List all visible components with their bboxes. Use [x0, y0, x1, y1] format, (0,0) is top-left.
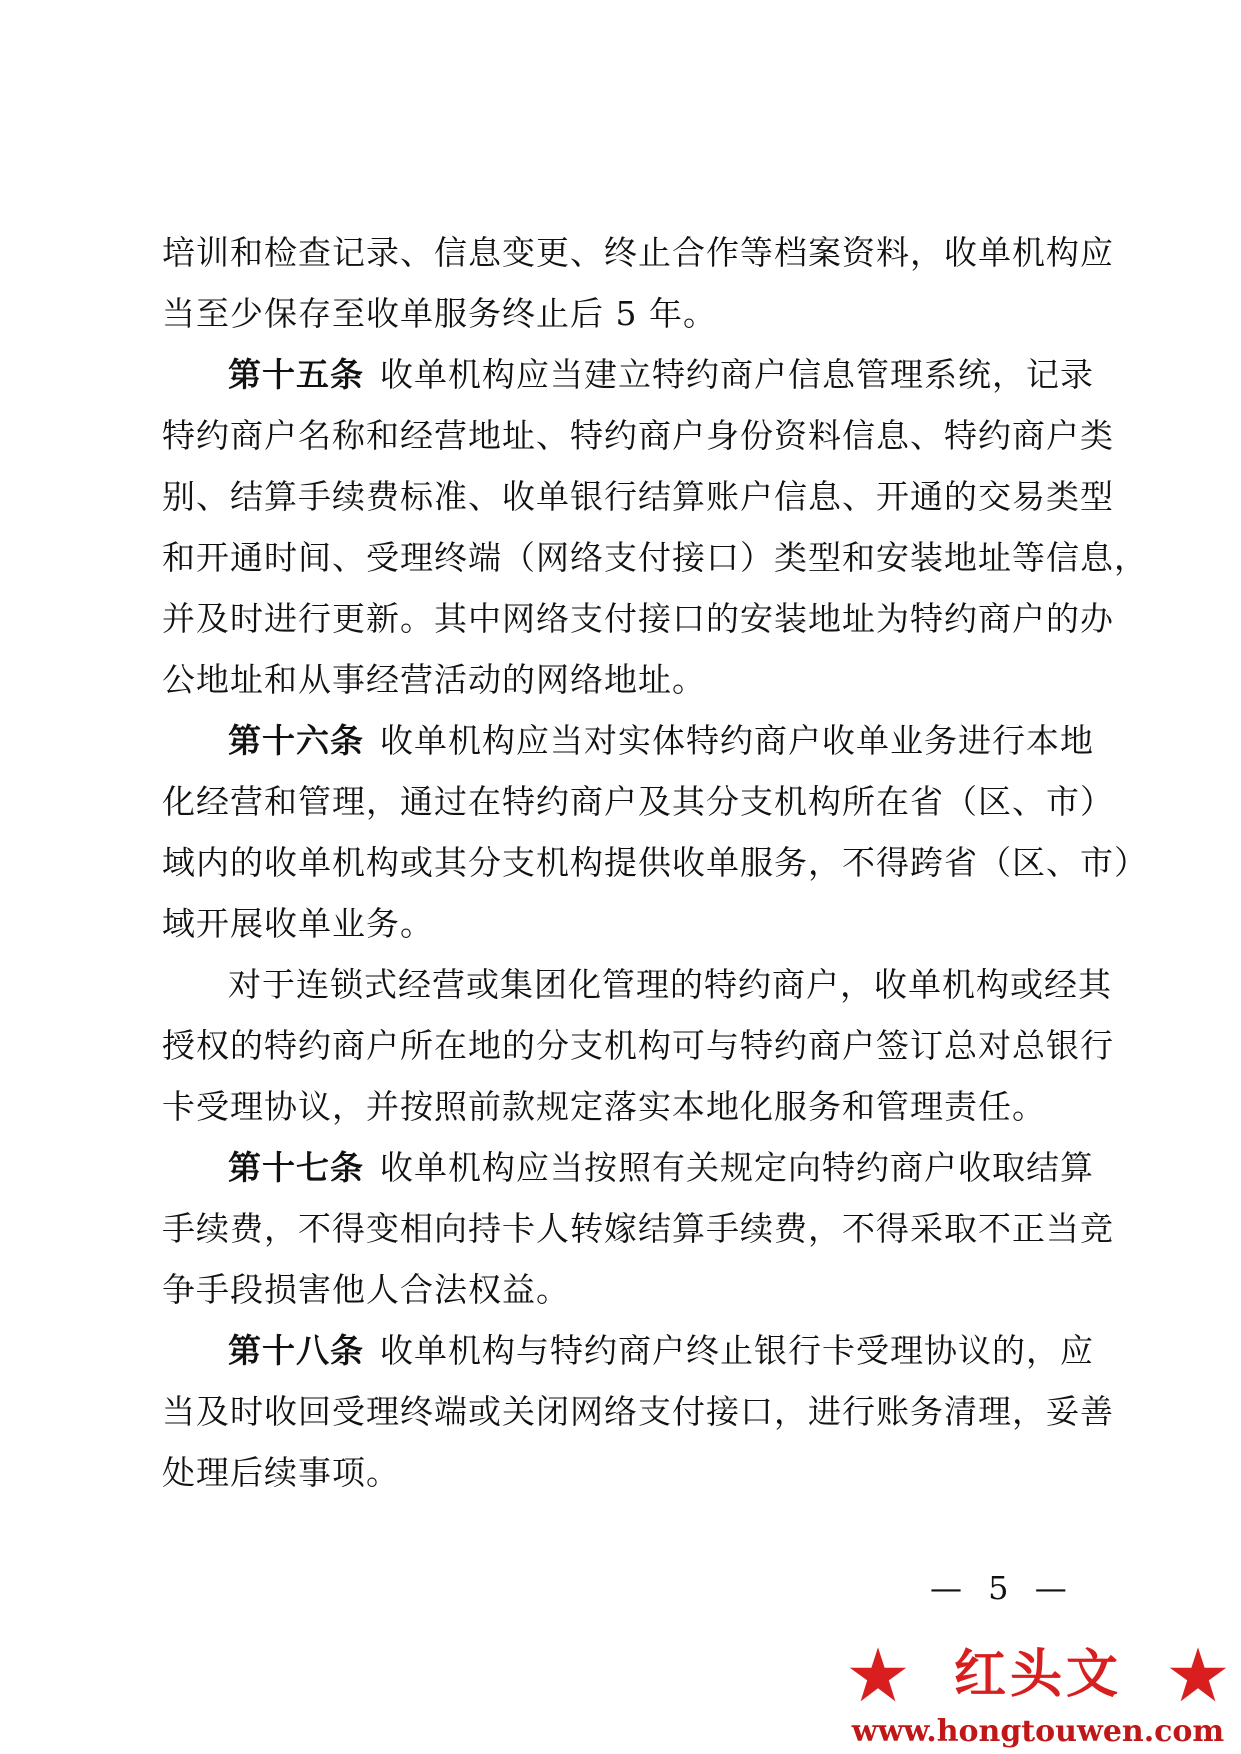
body-text: [162, 222, 1148, 1503]
text-line: 化经营和管理，通过在特约商户及其分支机构所在省（区、市）: [162, 782, 1114, 821]
text-line: 授权的特约商户所在地的分支机构可与特约商户签订总对总银行: [162, 1026, 1114, 1065]
text-line: 和开通时间、受理终端（网络支付接口）类型和安装地址等信息，: [162, 538, 1148, 577]
watermark-brand: 红头文: [953, 1645, 1122, 1705]
text-line: 域开展收单业务。: [162, 904, 434, 943]
star-icon: [848, 1645, 908, 1705]
text-run: 收单机构应当按照有关规定向特约商户收取结算: [380, 1148, 1094, 1187]
article-heading: 第十八条: [228, 1331, 364, 1370]
page-number: — 5 —: [930, 1569, 1075, 1607]
text-line: 当至少保存至收单服务终止后 5 年。: [162, 294, 717, 333]
text-run: 收单机构应当对实体特约商户收单业务进行本地: [380, 721, 1094, 760]
article-first-line: [162, 1320, 1094, 1381]
text-line: 当及时收回受理终端或关闭网络支付接口，进行账务清理，妥善: [162, 1392, 1114, 1431]
article-heading: 第十六条: [228, 721, 364, 760]
text-line: 手续费，不得变相向持卡人转嫁结算手续费，不得采取不正当竞: [162, 1209, 1114, 1248]
text-run: 收单机构与特约商户终止银行卡受理协议的，应: [380, 1331, 1094, 1370]
text-line: 别、结算手续费标准、收单银行结算账户信息、开通的交易类型: [162, 477, 1114, 516]
text-line: 处理后续事项。: [162, 1453, 400, 1492]
watermark: [848, 1640, 1228, 1750]
article-first-line: [162, 1137, 1094, 1198]
text-line: 公地址和从事经营活动的网络地址。: [162, 660, 706, 699]
star-icon: [1168, 1645, 1228, 1705]
article-first-line: [162, 710, 1094, 771]
text-line: 对于连锁式经营或集团化管理的特约商户，收单机构或经其: [228, 965, 1112, 1004]
text-line: 培训和检查记录、信息变更、终止合作等档案资料，收单机构应: [162, 233, 1114, 272]
text-line: 并及时进行更新。其中网络支付接口的安装地址为特约商户的办: [162, 599, 1114, 638]
watermark-url: www.hongtouwen.com: [851, 1714, 1225, 1749]
text-line: 争手段损害他人合法权益。: [162, 1270, 570, 1309]
text-line: 特约商户名称和经营地址、特约商户身份资料信息、特约商户类: [162, 416, 1114, 455]
article-first-line: [162, 344, 1094, 405]
text-run: 收单机构应当建立特约商户信息管理系统，记录: [380, 355, 1094, 394]
text-line: 域内的收单机构或其分支机构提供收单服务，不得跨省（区、市）: [162, 843, 1148, 882]
article-heading: 第十五条: [228, 355, 364, 394]
article-heading: 第十七条: [228, 1148, 364, 1187]
watermark-brand-row: [848, 1640, 1228, 1710]
text-line: 卡受理协议，并按照前款规定落实本地化服务和管理责任。: [162, 1087, 1046, 1126]
